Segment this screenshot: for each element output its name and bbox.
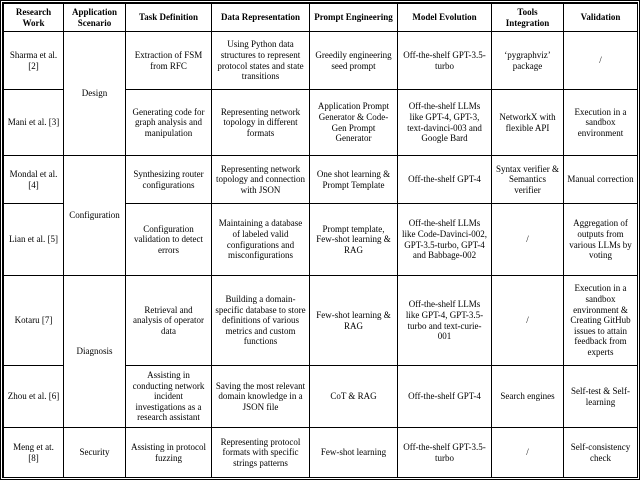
cell-model-evolution: Off-the-shelf GPT-4: [398, 366, 492, 428]
cell-scenario-diagnosis: Diagnosis: [64, 276, 126, 428]
cell-task-definition: Synthesizing router configurations: [126, 156, 212, 204]
cell-research-work: Kotaru [7]: [4, 276, 64, 366]
col-header-model-evolution: Model Evolution: [398, 4, 492, 32]
table-row-meng: [4, 428, 638, 478]
cell-scenario-security: Security: [64, 428, 126, 478]
research-comparison-table: [3, 3, 638, 478]
cell-data-representation: Building a domain-specific database to store definitions of various metrics and custom functions: [212, 276, 310, 366]
cell-data-representation: Maintaining a database of labeled valid configurations and misconfigurations: [212, 204, 310, 276]
cell-data-representation: Representing network topology and connection with JSON: [212, 156, 310, 204]
cell-validation: Self-consistency check: [564, 428, 638, 478]
cell-validation: Aggregation of outputs from various LLMs by voting: [564, 204, 638, 276]
cell-data-representation: Representing network topology in different formats: [212, 90, 310, 156]
cell-prompt-engineering: Prompt template, Few-shot learning & RAG: [310, 204, 398, 276]
col-header-data-representation: Data Representation: [212, 4, 310, 32]
cell-tools-integration: /: [492, 276, 564, 366]
cell-research-work: Meng et at. [8]: [4, 428, 64, 478]
cell-research-work: Zhou et al. [6]: [4, 366, 64, 428]
cell-prompt-engineering: CoT & RAG: [310, 366, 398, 428]
cell-data-representation: Using Python data structures to represent protocol states and state transitions: [212, 32, 310, 90]
cell-prompt-engineering: Few-shot learning: [310, 428, 398, 478]
cell-task-definition: Extraction of FSM from RFC: [126, 32, 212, 90]
cell-task-definition: Assisting in protocol fuzzing: [126, 428, 212, 478]
cell-prompt-engineering: Greedily engineering seed prompt: [310, 32, 398, 90]
cell-tools-integration: NetworkX with flexible API: [492, 90, 564, 156]
cell-tools-integration: /: [492, 428, 564, 478]
cell-task-definition: Generating code for graph analysis and manipulation: [126, 90, 212, 156]
cell-scenario-configuration: Configuration: [64, 156, 126, 276]
table-row-kotaru: [4, 276, 638, 366]
cell-model-evolution: Off-the-shelf LLMs like GPT-4, GPT-3, text-davinci-003 and Google Bard: [398, 90, 492, 156]
cell-model-evolution: Off-the-shelf LLMs like GPT-4, GPT-3.5-turbo and text-curie-001: [398, 276, 492, 366]
col-header-tools-integration: Tools Integration: [492, 4, 564, 32]
header-row: [4, 4, 638, 32]
cell-research-work: Mondal et al. [4]: [4, 156, 64, 204]
cell-research-work: Lian et al. [5]: [4, 204, 64, 276]
col-header-prompt-engineering: Prompt Engineering: [310, 4, 398, 32]
cell-task-definition: Retrieval and analysis of operator data: [126, 276, 212, 366]
col-header-application-scenario: Application Scenario: [64, 4, 126, 32]
table-row-sharma: [4, 32, 638, 90]
col-header-validation: Validation: [564, 4, 638, 32]
cell-scenario-design: Design: [64, 32, 126, 156]
cell-validation: /: [564, 32, 638, 90]
cell-tools-integration: Syntax verifier & Semantics verifier: [492, 156, 564, 204]
cell-task-definition: Configuration validation to detect errors: [126, 204, 212, 276]
cell-validation: Execution in a sandbox environment & Creating GitHub issues to attain feedback from experts: [564, 276, 638, 366]
cell-data-representation: Saving the most relevant domain knowledge in a JSON file: [212, 366, 310, 428]
cell-model-evolution: Off-the-shelf GPT-3.5-turbo: [398, 32, 492, 90]
cell-data-representation: Representing protocol formats with specific strings patterns: [212, 428, 310, 478]
cell-validation: Manual correction: [564, 156, 638, 204]
cell-validation: Self-test & Self-learning: [564, 366, 638, 428]
cell-model-evolution: Off-the-shelf LLMs like Code-Davinci-002, GPT-3.5-turbo, GPT-4 and Babbage-002: [398, 204, 492, 276]
cell-task-definition: Assisting in conducting network incident investigations as a research assistant: [126, 366, 212, 428]
cell-tools-integration: Search engines: [492, 366, 564, 428]
cell-tools-integration: ‘pygraphviz’ package: [492, 32, 564, 90]
cell-research-work: Mani et al. [3]: [4, 90, 64, 156]
cell-model-evolution: Off-the-shelf GPT-3.5-turbo: [398, 428, 492, 478]
cell-research-work: Sharma et al. [2]: [4, 32, 64, 90]
col-header-task-definition: Task Definition: [126, 4, 212, 32]
cell-prompt-engineering: Few-shot learning & RAG: [310, 276, 398, 366]
cell-model-evolution: Off-the-shelf GPT-4: [398, 156, 492, 204]
cell-prompt-engineering: One shot learning & Prompt Template: [310, 156, 398, 204]
cell-prompt-engineering: Application Prompt Generator & Code-Gen Prompt Generator: [310, 90, 398, 156]
cell-tools-integration: /: [492, 204, 564, 276]
cell-validation: Execution in a sandbox environment: [564, 90, 638, 156]
table-row-mondal: [4, 156, 638, 204]
col-header-research-work: Research Work: [4, 4, 64, 32]
